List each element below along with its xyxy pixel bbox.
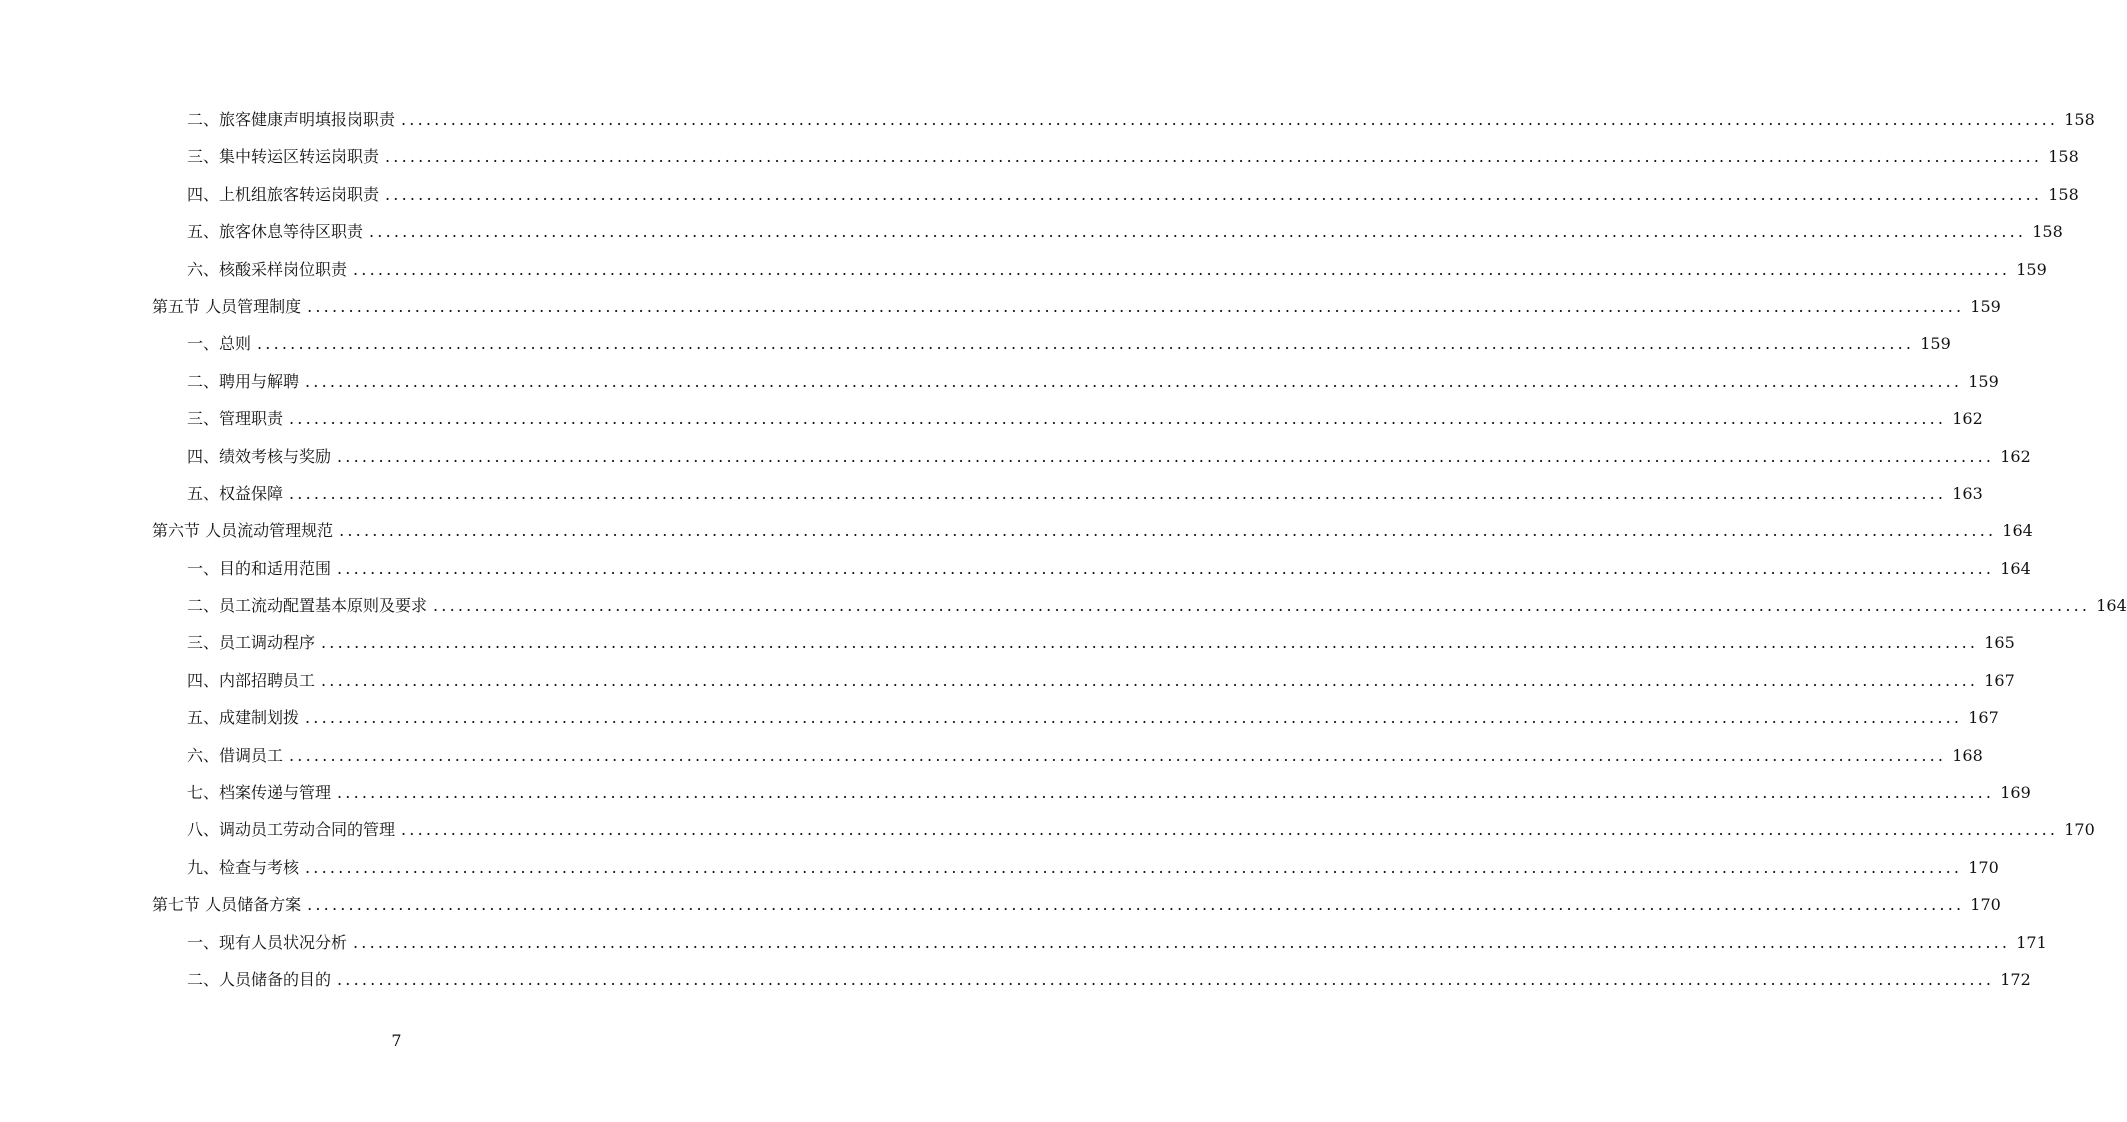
toc-entry-title: 四、上机组旅客转运岗职责 (187, 184, 380, 204)
toc-entry-title: 一、目的和适用范围 (187, 558, 332, 578)
toc-subsection-entry[interactable] (0, 550, 2031, 587)
toc-entry-page-number: 170 (1968, 857, 1999, 877)
toc-subsection-entry[interactable] (0, 924, 2047, 961)
toc-subsection-entry[interactable] (0, 849, 1999, 886)
toc-entry-page-number: 170 (1970, 895, 2001, 915)
toc-entry-title: 三、集中转运区转运岗职责 (187, 147, 380, 167)
toc-subsection-entry[interactable] (0, 961, 2031, 998)
toc-dot-leader: ........................................................................................................................................................................................................ (401, 109, 2059, 129)
toc-entry-title: 九、检查与考核 (187, 857, 300, 877)
toc-dot-leader: ........................................................................................................................................................................................................ (289, 409, 1947, 429)
toc-entry-page-number: 159 (1970, 296, 2001, 316)
toc-entry-page-number: 158 (2032, 222, 2063, 242)
toc-dot-leader: ........................................................................................................................................................................................................ (353, 259, 2011, 279)
toc-subsection-entry[interactable] (0, 101, 2095, 138)
toc-section-entry[interactable] (0, 288, 2001, 325)
toc-subsection-entry[interactable] (0, 251, 2047, 288)
toc-subsection-entry[interactable] (0, 438, 2031, 475)
toc-subsection-entry[interactable] (0, 662, 2015, 699)
toc-subsection-entry[interactable] (0, 138, 2079, 175)
toc-entry-title: 二、旅客健康声明填报岗职责 (187, 109, 396, 129)
toc-subsection-entry[interactable] (0, 325, 1951, 362)
toc-entry-page-number: 171 (2016, 932, 2047, 952)
toc-dot-leader: ........................................................................................................................................................................................................ (433, 596, 2091, 616)
toc-subsection-entry[interactable] (0, 811, 2095, 848)
toc-entry-page-number: 169 (2000, 783, 2031, 803)
toc-entry-page-number: 167 (1984, 670, 2015, 690)
toc-entry-title: 三、管理职责 (187, 409, 284, 429)
toc-dot-leader: ........................................................................................................................................................................................................ (289, 745, 1947, 765)
toc-dot-leader: ........................................................................................................................................................................................................ (337, 969, 1995, 989)
toc-subsection-entry[interactable] (0, 400, 1983, 437)
toc-entry-page-number: 162 (2000, 446, 2031, 466)
toc-entry-page-number: 165 (1984, 633, 2015, 653)
toc-dot-leader: ........................................................................................................................................................................................................ (321, 633, 1979, 653)
toc-dot-leader: ........................................................................................................................................................................................................ (339, 521, 1997, 541)
page-number: 7 (391, 1031, 402, 1050)
toc-dot-leader: ........................................................................................................................................................................................................ (257, 334, 1915, 354)
toc-subsection-entry[interactable] (0, 363, 1999, 400)
table-of-contents (0, 101, 2127, 998)
toc-dot-leader: ........................................................................................................................................................................................................ (321, 670, 1979, 690)
toc-entry-title: 五、旅客休息等待区职责 (187, 222, 364, 242)
toc-section-entry[interactable] (0, 512, 2033, 549)
toc-entry-page-number: 162 (1952, 409, 1983, 429)
toc-entry-page-number: 158 (2048, 147, 2079, 167)
toc-subsection-entry[interactable] (0, 624, 2015, 661)
toc-entry-page-number: 170 (2064, 820, 2095, 840)
toc-entry-page-number: 159 (1920, 334, 1951, 354)
toc-entry-page-number: 164 (2000, 558, 2031, 578)
toc-subsection-entry[interactable] (0, 213, 2063, 250)
toc-dot-leader: ........................................................................................................................................................................................................ (337, 446, 1995, 466)
toc-entry-page-number: 163 (1952, 483, 1983, 503)
toc-dot-leader: ........................................................................................................................................................................................................ (337, 783, 1995, 803)
toc-entry-title: 一、总则 (187, 334, 252, 354)
toc-entry-title: 六、借调员工 (187, 745, 284, 765)
toc-subsection-entry[interactable] (0, 475, 1983, 512)
toc-dot-leader: ........................................................................................................................................................................................................ (385, 147, 2043, 167)
toc-entry-page-number: 172 (2000, 969, 2031, 989)
toc-entry-page-number: 158 (2048, 184, 2079, 204)
toc-entry-title: 六、核酸采样岗位职责 (187, 259, 348, 279)
toc-entry-title: 三、员工调动程序 (187, 633, 316, 653)
toc-subsection-entry[interactable] (0, 587, 2127, 624)
toc-entry-title: 二、员工流动配置基本原则及要求 (187, 596, 428, 616)
toc-entry-title: 第五节 人员管理制度 (152, 296, 302, 316)
toc-dot-leader: ........................................................................................................................................................................................................ (289, 483, 1947, 503)
toc-entry-title: 四、绩效考核与奖励 (187, 446, 332, 466)
toc-entry-title: 四、内部招聘员工 (187, 670, 316, 690)
toc-entry-title: 八、调动员工劳动合同的管理 (187, 820, 396, 840)
toc-entry-page-number: 164 (2096, 596, 2127, 616)
toc-entry-title: 第六节 人员流动管理规范 (152, 521, 334, 541)
toc-dot-leader: ........................................................................................................................................................................................................ (369, 222, 2027, 242)
toc-entry-title: 五、权益保障 (187, 483, 284, 503)
toc-dot-leader: ........................................................................................................................................................................................................ (307, 296, 1965, 316)
toc-entry-title: 第七节 人员储备方案 (152, 895, 302, 915)
toc-entry-title: 一、现有人员状况分析 (187, 932, 348, 952)
toc-dot-leader: ........................................................................................................................................................................................................ (337, 558, 1995, 578)
toc-dot-leader: ........................................................................................................................................................................................................ (401, 820, 2059, 840)
toc-dot-leader: ........................................................................................................................................................................................................ (305, 371, 1963, 391)
toc-dot-leader: ........................................................................................................................................................................................................ (385, 184, 2043, 204)
toc-entry-page-number: 167 (1968, 708, 1999, 728)
toc-entry-title: 七、档案传递与管理 (187, 783, 332, 803)
toc-entry-page-number: 168 (1952, 745, 1983, 765)
toc-dot-leader: ........................................................................................................................................................................................................ (307, 895, 1965, 915)
toc-subsection-entry[interactable] (0, 774, 2031, 811)
toc-subsection-entry[interactable] (0, 699, 1999, 736)
toc-section-entry[interactable] (0, 886, 2001, 923)
toc-dot-leader: ........................................................................................................................................................................................................ (305, 857, 1963, 877)
toc-entry-page-number: 159 (2016, 259, 2047, 279)
toc-entry-title: 五、成建制划拨 (187, 708, 300, 728)
toc-subsection-entry[interactable] (0, 737, 1983, 774)
toc-entry-title: 二、聘用与解聘 (187, 371, 300, 391)
toc-entry-page-number: 158 (2064, 109, 2095, 129)
toc-dot-leader: ........................................................................................................................................................................................................ (353, 932, 2011, 952)
toc-entry-title: 二、人员储备的目的 (187, 969, 332, 989)
toc-entry-page-number: 164 (2002, 521, 2033, 541)
toc-subsection-entry[interactable] (0, 176, 2079, 213)
toc-entry-page-number: 159 (1968, 371, 1999, 391)
toc-dot-leader: ........................................................................................................................................................................................................ (305, 708, 1963, 728)
